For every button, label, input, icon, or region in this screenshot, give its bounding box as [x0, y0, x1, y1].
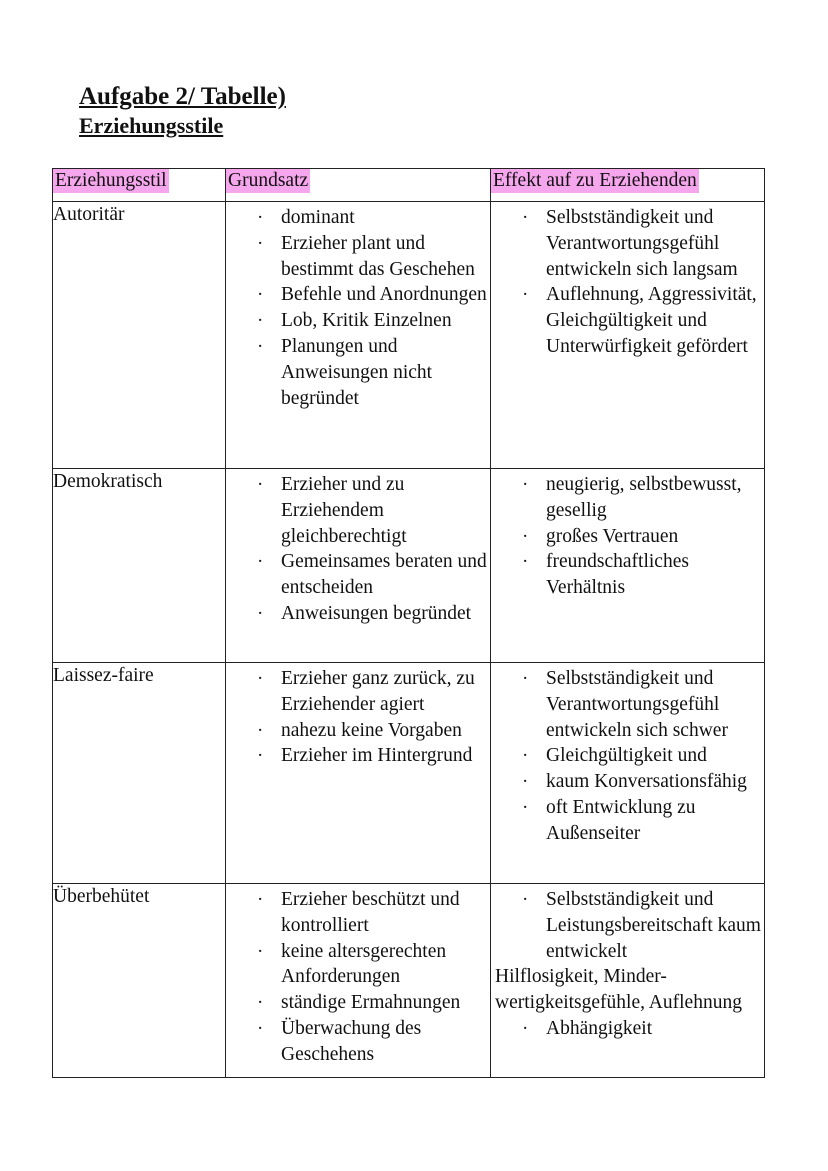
list-item: · freundschaftliches Verhältnis: [546, 549, 762, 601]
page-subtitle: Erziehungsstile: [79, 113, 224, 138]
header-label: Grundsatz: [228, 170, 309, 191]
list-item: · neugierig, selbstbewusst, gesellig: [546, 472, 762, 524]
parenting-styles-table: [52, 168, 765, 1078]
header-cell-effekt: [491, 169, 765, 202]
header-label: Effekt auf zu Erziehenden: [493, 170, 697, 191]
list-item: · nahezu keine Vorgaben: [281, 718, 488, 744]
list-item: · Erzieher und zu Erziehendem gleichberechtigt: [281, 472, 488, 549]
list-item: · Erzieher beschützt und kontrolliert: [281, 887, 488, 939]
style-name: Demokratisch: [53, 469, 226, 663]
list-item: · Erzieher plant und bestimmt das Geschehen: [281, 231, 488, 283]
effekt-cell: [491, 663, 765, 884]
style-name: Überbehütet: [53, 884, 226, 1078]
grundsatz-cell: [226, 663, 491, 884]
style-name: Laissez-faire: [53, 663, 226, 884]
list-item: · Selbstständigkeit und Verantwortungsgefühl entwickeln sich schwer: [546, 666, 762, 743]
table-row: [53, 663, 765, 884]
page-title: Aufgabe 2/ Tabelle): [79, 83, 286, 110]
effekt-cell: [491, 884, 765, 1078]
list-item: · Anweisungen begründet: [281, 601, 488, 627]
effekt-cell: [491, 202, 765, 469]
list-item: · ständige Ermahnungen: [281, 990, 488, 1016]
style-name: Autoritär: [53, 202, 226, 469]
list-item: · oft Entwicklung zu Außenseiter: [546, 795, 762, 847]
table-row: [53, 884, 765, 1078]
list-item: · Lob, Kritik Einzelnen: [281, 308, 488, 334]
list-item: · Planungen und Anweisungen nicht begründet: [281, 334, 488, 411]
header-cell-style: [53, 169, 226, 202]
effekt-plain-text: Hilflosigkeit, Minder-wertigkeitsgefühle, Auflehnung: [495, 966, 742, 1014]
list-item: · Überwachung des Geschehens: [281, 1016, 488, 1068]
list-item: · Selbstständigkeit und Verantwortungsgefühl entwickeln sich langsam: [546, 205, 762, 282]
list-item: · Gleichgültigkeit und: [546, 743, 762, 769]
list-item: · Selbstständigkeit und Leistungsbereitschaft kaum entwickelt: [546, 887, 762, 964]
grundsatz-cell: [226, 469, 491, 663]
table-header-row: [53, 169, 765, 202]
table-row: [53, 202, 765, 469]
list-item: · Gemeinsames beraten und entscheiden: [281, 549, 488, 601]
list-item: · Abhängigkeit: [546, 1016, 762, 1042]
list-item: · dominant: [281, 205, 488, 231]
header-cell-grundsatz: [226, 169, 491, 202]
list-item: · Auflehnung, Aggressivität, Gleichgültigkeit und Unterwürfigkeit gefördert: [546, 282, 762, 359]
list-item: · keine altersgerechten Anforderungen: [281, 939, 488, 991]
grundsatz-cell: [226, 202, 491, 469]
effekt-cell: [491, 469, 765, 663]
list-item: · Erzieher ganz zurück, zu Erziehender agiert: [281, 666, 488, 718]
list-item: · Erzieher im Hintergrund: [281, 743, 488, 769]
list-item: · großes Vertrauen: [546, 524, 762, 550]
grundsatz-cell: [226, 884, 491, 1078]
list-item: · kaum Konversationsfähig: [546, 769, 762, 795]
list-item: · Befehle und Anordnungen: [281, 282, 488, 308]
header-label: Erziehungsstil: [55, 170, 167, 191]
table-row: [53, 469, 765, 663]
